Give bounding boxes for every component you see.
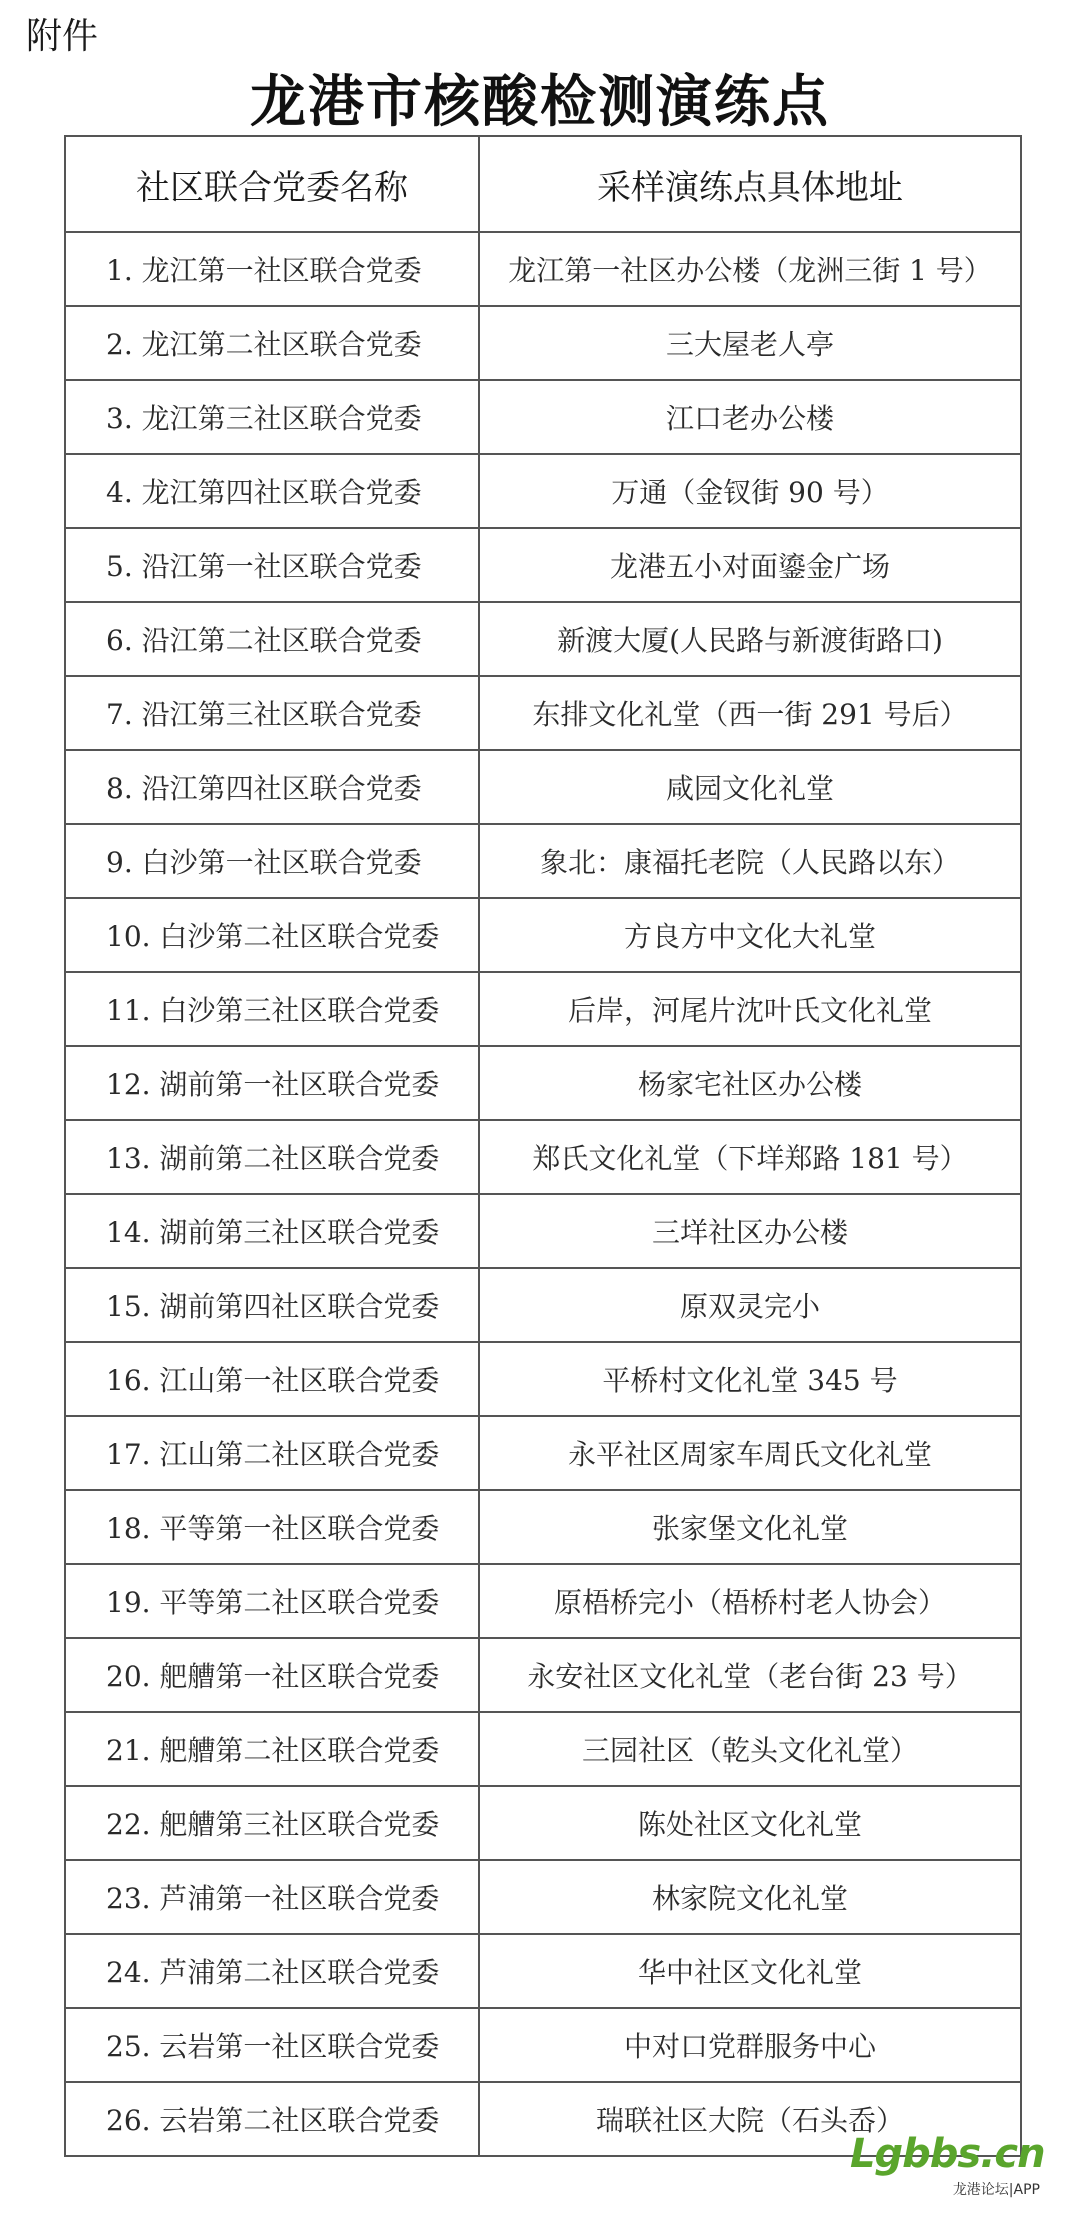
- committee-name-cell: 22. 舥艚第三社区联合党委: [65, 1786, 479, 1860]
- header-site-address: 采样演练点具体地址: [479, 136, 1021, 232]
- committee-name-cell: 2. 龙江第二社区联合党委: [65, 306, 479, 380]
- site-address-cell: 龙港五小对面鎏金广场: [479, 528, 1021, 602]
- site-watermark: [850, 2131, 1045, 2199]
- committee-name-cell: 10. 白沙第二社区联合党委: [65, 898, 479, 972]
- committee-name-cell: 3. 龙江第三社区联合党委: [65, 380, 479, 454]
- committee-name-cell: 18. 平等第一社区联合党委: [65, 1490, 479, 1564]
- table-row: [65, 1416, 1021, 1490]
- site-address-cell: 三园社区（乾头文化礼堂）: [479, 1712, 1021, 1786]
- watermark-subtitle: 龙港论坛|APP: [952, 2182, 1040, 2198]
- site-address-cell: 永安社区文化礼堂（老台街 23 号）: [479, 1638, 1021, 1712]
- testing-sites-table-container: [64, 135, 1020, 2157]
- table-body: [65, 232, 1021, 2156]
- site-address-cell: 江口老办公楼: [479, 380, 1021, 454]
- table-row: [65, 602, 1021, 676]
- table-row: [65, 1638, 1021, 1712]
- committee-name-cell: 17. 江山第二社区联合党委: [65, 1416, 479, 1490]
- table-header-row: [65, 136, 1021, 232]
- site-address-cell: 林家院文化礼堂: [479, 1860, 1021, 1934]
- committee-name-cell: 12. 湖前第一社区联合党委: [65, 1046, 479, 1120]
- committee-name-cell: 19. 平等第二社区联合党委: [65, 1564, 479, 1638]
- table-row: [65, 1194, 1021, 1268]
- site-address-cell: 新渡大厦(人民路与新渡街路口): [479, 602, 1021, 676]
- site-address-cell: 后岸，河尾片沈叶氏文化礼堂: [479, 972, 1021, 1046]
- site-address-cell: 方良方中文化大礼堂: [479, 898, 1021, 972]
- committee-name-cell: 11. 白沙第三社区联合党委: [65, 972, 479, 1046]
- committee-name-cell: 20. 舥艚第一社区联合党委: [65, 1638, 479, 1712]
- committee-name-cell: 26. 云岩第二社区联合党委: [65, 2082, 479, 2156]
- table-row: [65, 1268, 1021, 1342]
- header-committee-name: 社区联合党委名称: [65, 136, 479, 232]
- site-address-cell: 郑氏文化礼堂（下垟郑路 181 号）: [479, 1120, 1021, 1194]
- table-row: [65, 528, 1021, 602]
- site-address-cell: 三垟社区办公楼: [479, 1194, 1021, 1268]
- committee-name-cell: 14. 湖前第三社区联合党委: [65, 1194, 479, 1268]
- committee-name-cell: 21. 舥艚第二社区联合党委: [65, 1712, 479, 1786]
- table-row: [65, 1786, 1021, 1860]
- table-row: [65, 380, 1021, 454]
- committee-name-cell: 4. 龙江第四社区联合党委: [65, 454, 479, 528]
- site-address-cell: 平桥村文化礼堂 345 号: [479, 1342, 1021, 1416]
- table-row: [65, 824, 1021, 898]
- committee-name-cell: 7. 沿江第三社区联合党委: [65, 676, 479, 750]
- committee-name-cell: 13. 湖前第二社区联合党委: [65, 1120, 479, 1194]
- site-address-cell: 三大屋老人亭: [479, 306, 1021, 380]
- table-row: [65, 1120, 1021, 1194]
- table-row: [65, 898, 1021, 972]
- site-address-cell: 原双灵完小: [479, 1268, 1021, 1342]
- site-address-cell: 东排文化礼堂（西一街 291 号后）: [479, 676, 1021, 750]
- table-row: [65, 1342, 1021, 1416]
- table-row: [65, 972, 1021, 1046]
- table-row: [65, 1046, 1021, 1120]
- site-address-cell: 杨家宅社区办公楼: [479, 1046, 1021, 1120]
- table-row: [65, 1860, 1021, 1934]
- table-row: [65, 232, 1021, 306]
- committee-name-cell: 6. 沿江第二社区联合党委: [65, 602, 479, 676]
- site-address-cell: 华中社区文化礼堂: [479, 1934, 1021, 2008]
- site-address-cell: 中对口党群服务中心: [479, 2008, 1021, 2082]
- table-row: [65, 676, 1021, 750]
- table-row: [65, 454, 1021, 528]
- site-address-cell: 陈处社区文化礼堂: [479, 1786, 1021, 1860]
- site-address-cell: 原梧桥完小（梧桥村老人协会）: [479, 1564, 1021, 1638]
- committee-name-cell: 16. 江山第一社区联合党委: [65, 1342, 479, 1416]
- committee-name-cell: 15. 湖前第四社区联合党委: [65, 1268, 479, 1342]
- committee-name-cell: 9. 白沙第一社区联合党委: [65, 824, 479, 898]
- table-row: [65, 306, 1021, 380]
- committee-name-cell: 5. 沿江第一社区联合党委: [65, 528, 479, 602]
- site-address-cell: 咸园文化礼堂: [479, 750, 1021, 824]
- site-address-cell: 龙江第一社区办公楼（龙洲三街 1 号）: [479, 232, 1021, 306]
- table-row: [65, 750, 1021, 824]
- site-address-cell: 象北：康福托老院（人民路以东）: [479, 824, 1021, 898]
- table-row: [65, 1490, 1021, 1564]
- committee-name-cell: 8. 沿江第四社区联合党委: [65, 750, 479, 824]
- site-address-cell: 瑞联社区大院（石头岙）: [479, 2082, 1021, 2156]
- watermark-logo: Lgbbs.cn: [850, 2131, 1045, 2177]
- site-address-cell: 万通（金钗街 90 号）: [479, 454, 1021, 528]
- table-row: [65, 2008, 1021, 2082]
- site-address-cell: 永平社区周家车周氏文化礼堂: [479, 1416, 1021, 1490]
- committee-name-cell: 25. 云岩第一社区联合党委: [65, 2008, 479, 2082]
- document-title: 龙港市核酸检测演练点: [250, 70, 830, 135]
- table-row: [65, 1564, 1021, 1638]
- attachment-label: 附件: [26, 16, 99, 57]
- committee-name-cell: 24. 芦浦第二社区联合党委: [65, 1934, 479, 2008]
- site-address-cell: 张家堡文化礼堂: [479, 1490, 1021, 1564]
- testing-sites-table: [64, 135, 1022, 2157]
- table-row: [65, 1934, 1021, 2008]
- committee-name-cell: 1. 龙江第一社区联合党委: [65, 232, 479, 306]
- table-row: [65, 1712, 1021, 1786]
- committee-name-cell: 23. 芦浦第一社区联合党委: [65, 1860, 479, 1934]
